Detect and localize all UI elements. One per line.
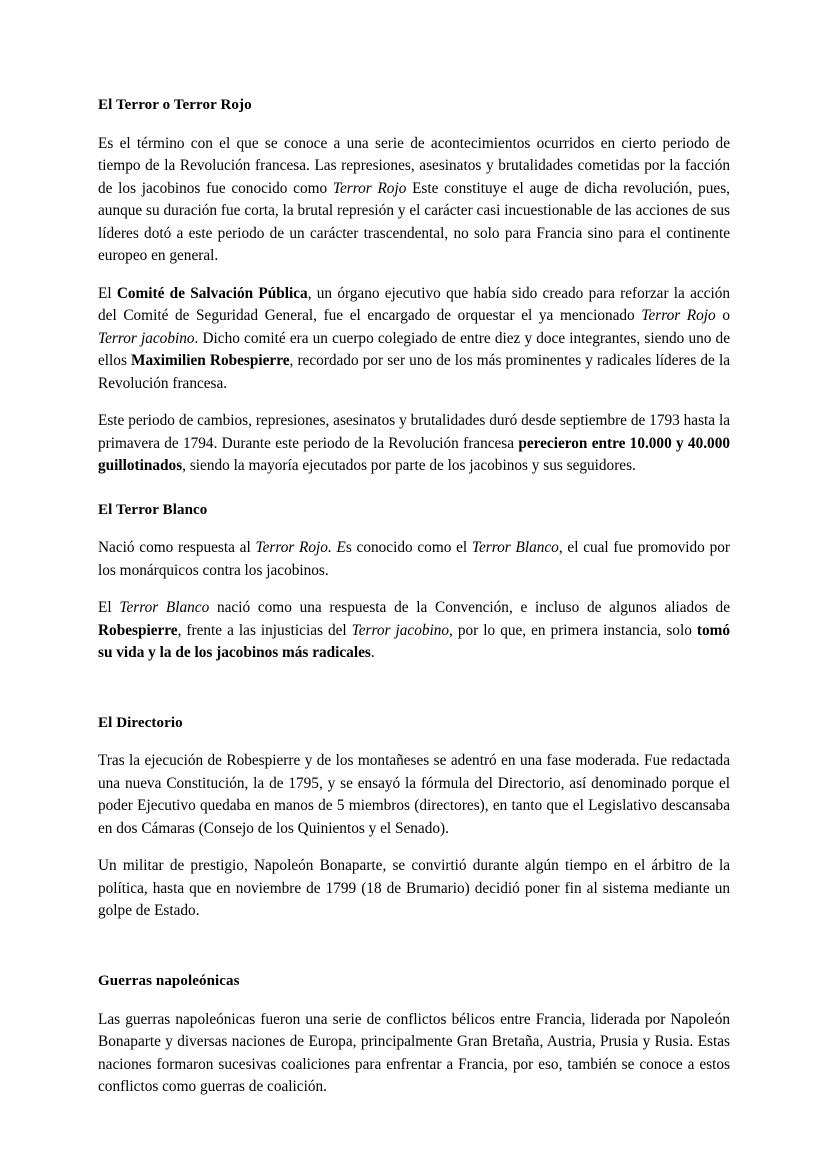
paragraph: Es el término con el que se conoce a una serie de acontecimientos ocurridos en cierto periodo de tiempo de la Revolución francesa. Las represiones, asesinatos y brutalidades cometidas por la facción de los jacobinos fue conocido como Terror Rojo Este constituye el auge de dicha revolución, pues, aunque su duración fue corta, la brutal represión y el carácter casi incuestionable de las acciones de sus líderes dotó a este periodo de un carácter trascendental, no solo para Francia sino para el continente europeo en general. <box>98 134 730 265</box>
document-body <box>98 96 730 1099</box>
paragraph: Un militar de prestigio, Napoleón Bonaparte, se convirtió durante algún tiempo en el árbitro de la política, hasta que en noviembre de 1799 (18 de Brumario) decidió poner fin al sistema mediante un golpe de Estado. <box>98 857 730 920</box>
section-heading-directorio: El Directorio <box>98 714 183 731</box>
paragraph: El Terror Blanco nació como una respuesta de la Convención, e incluso de algunos aliados de Robespierre, frente a las injusticias del Terror jacobino, por lo que, en primera instancia, solo tomó su vida y la de los jacobinos más radicales. <box>98 599 730 662</box>
paragraph: Nació como respuesta al Terror Rojo. Es conocido como el Terror Blanco, el cual fue promovido por los monárquicos contra los jacobinos. <box>98 539 730 579</box>
paragraph: Tras la ejecución de Robespierre y de los montañeses se adentró en una fase moderada. Fue redactada una nueva Constitución, la de 1795, y se ensayó la fórmula del Directorio, así denominado porque el poder Ejecutivo quedaba en manos de 5 miembros (directores), en tanto que el Legislativo descansaba en dos Cámaras (Consejo de los Quinientos y el Senado). <box>98 752 730 837</box>
paragraph: El Comité de Salvación Pública, un órgano ejecutivo que había sido creado para reforzar la acción del Comité de Seguridad General, fue el encargado de orquestar el ya mencionado Terror Rojo o Terror jacobino. Dicho comité era un cuerpo colegiado de entre diez y doce integrantes, siendo uno de ellos Maximilien Robespierre, recordado por ser uno de los más prominentes y radicales líderes de la Revolución francesa. <box>98 284 731 392</box>
paragraph: Las guerras napoleónicas fueron una serie de conflictos bélicos entre Francia, liderada por Napoleón Bonaparte y diversas naciones de Europa, principalmente Gran Bretaña, Austria, Prusia y Rusia. Estas naciones formaron sucesivas coaliciones para enfrentar a Francia, por eso, también se conoce a estos conflictos como guerras de coalición. <box>98 1010 730 1096</box>
spacer <box>98 493 730 501</box>
section-heading-terror-blanco: El Terror Blanco <box>98 501 208 518</box>
spacer <box>98 938 730 972</box>
section-heading-guerras-napoleonicas: Guerras napoleónicas <box>98 972 240 989</box>
section-heading-terror-rojo: El Terror o Terror Rojo <box>98 97 252 113</box>
spacer <box>98 680 730 714</box>
paragraph: Este periodo de cambios, represiones, asesinatos y brutalidades duró desde septiembre de 1793 hasta la primavera de 1794. Durante este periodo de la Revolución francesa perecieron entre 10.000 y 40.000 guillotinados, siendo la mayoría ejecutados por parte de los jacobinos y sus seguidores. <box>98 412 730 475</box>
